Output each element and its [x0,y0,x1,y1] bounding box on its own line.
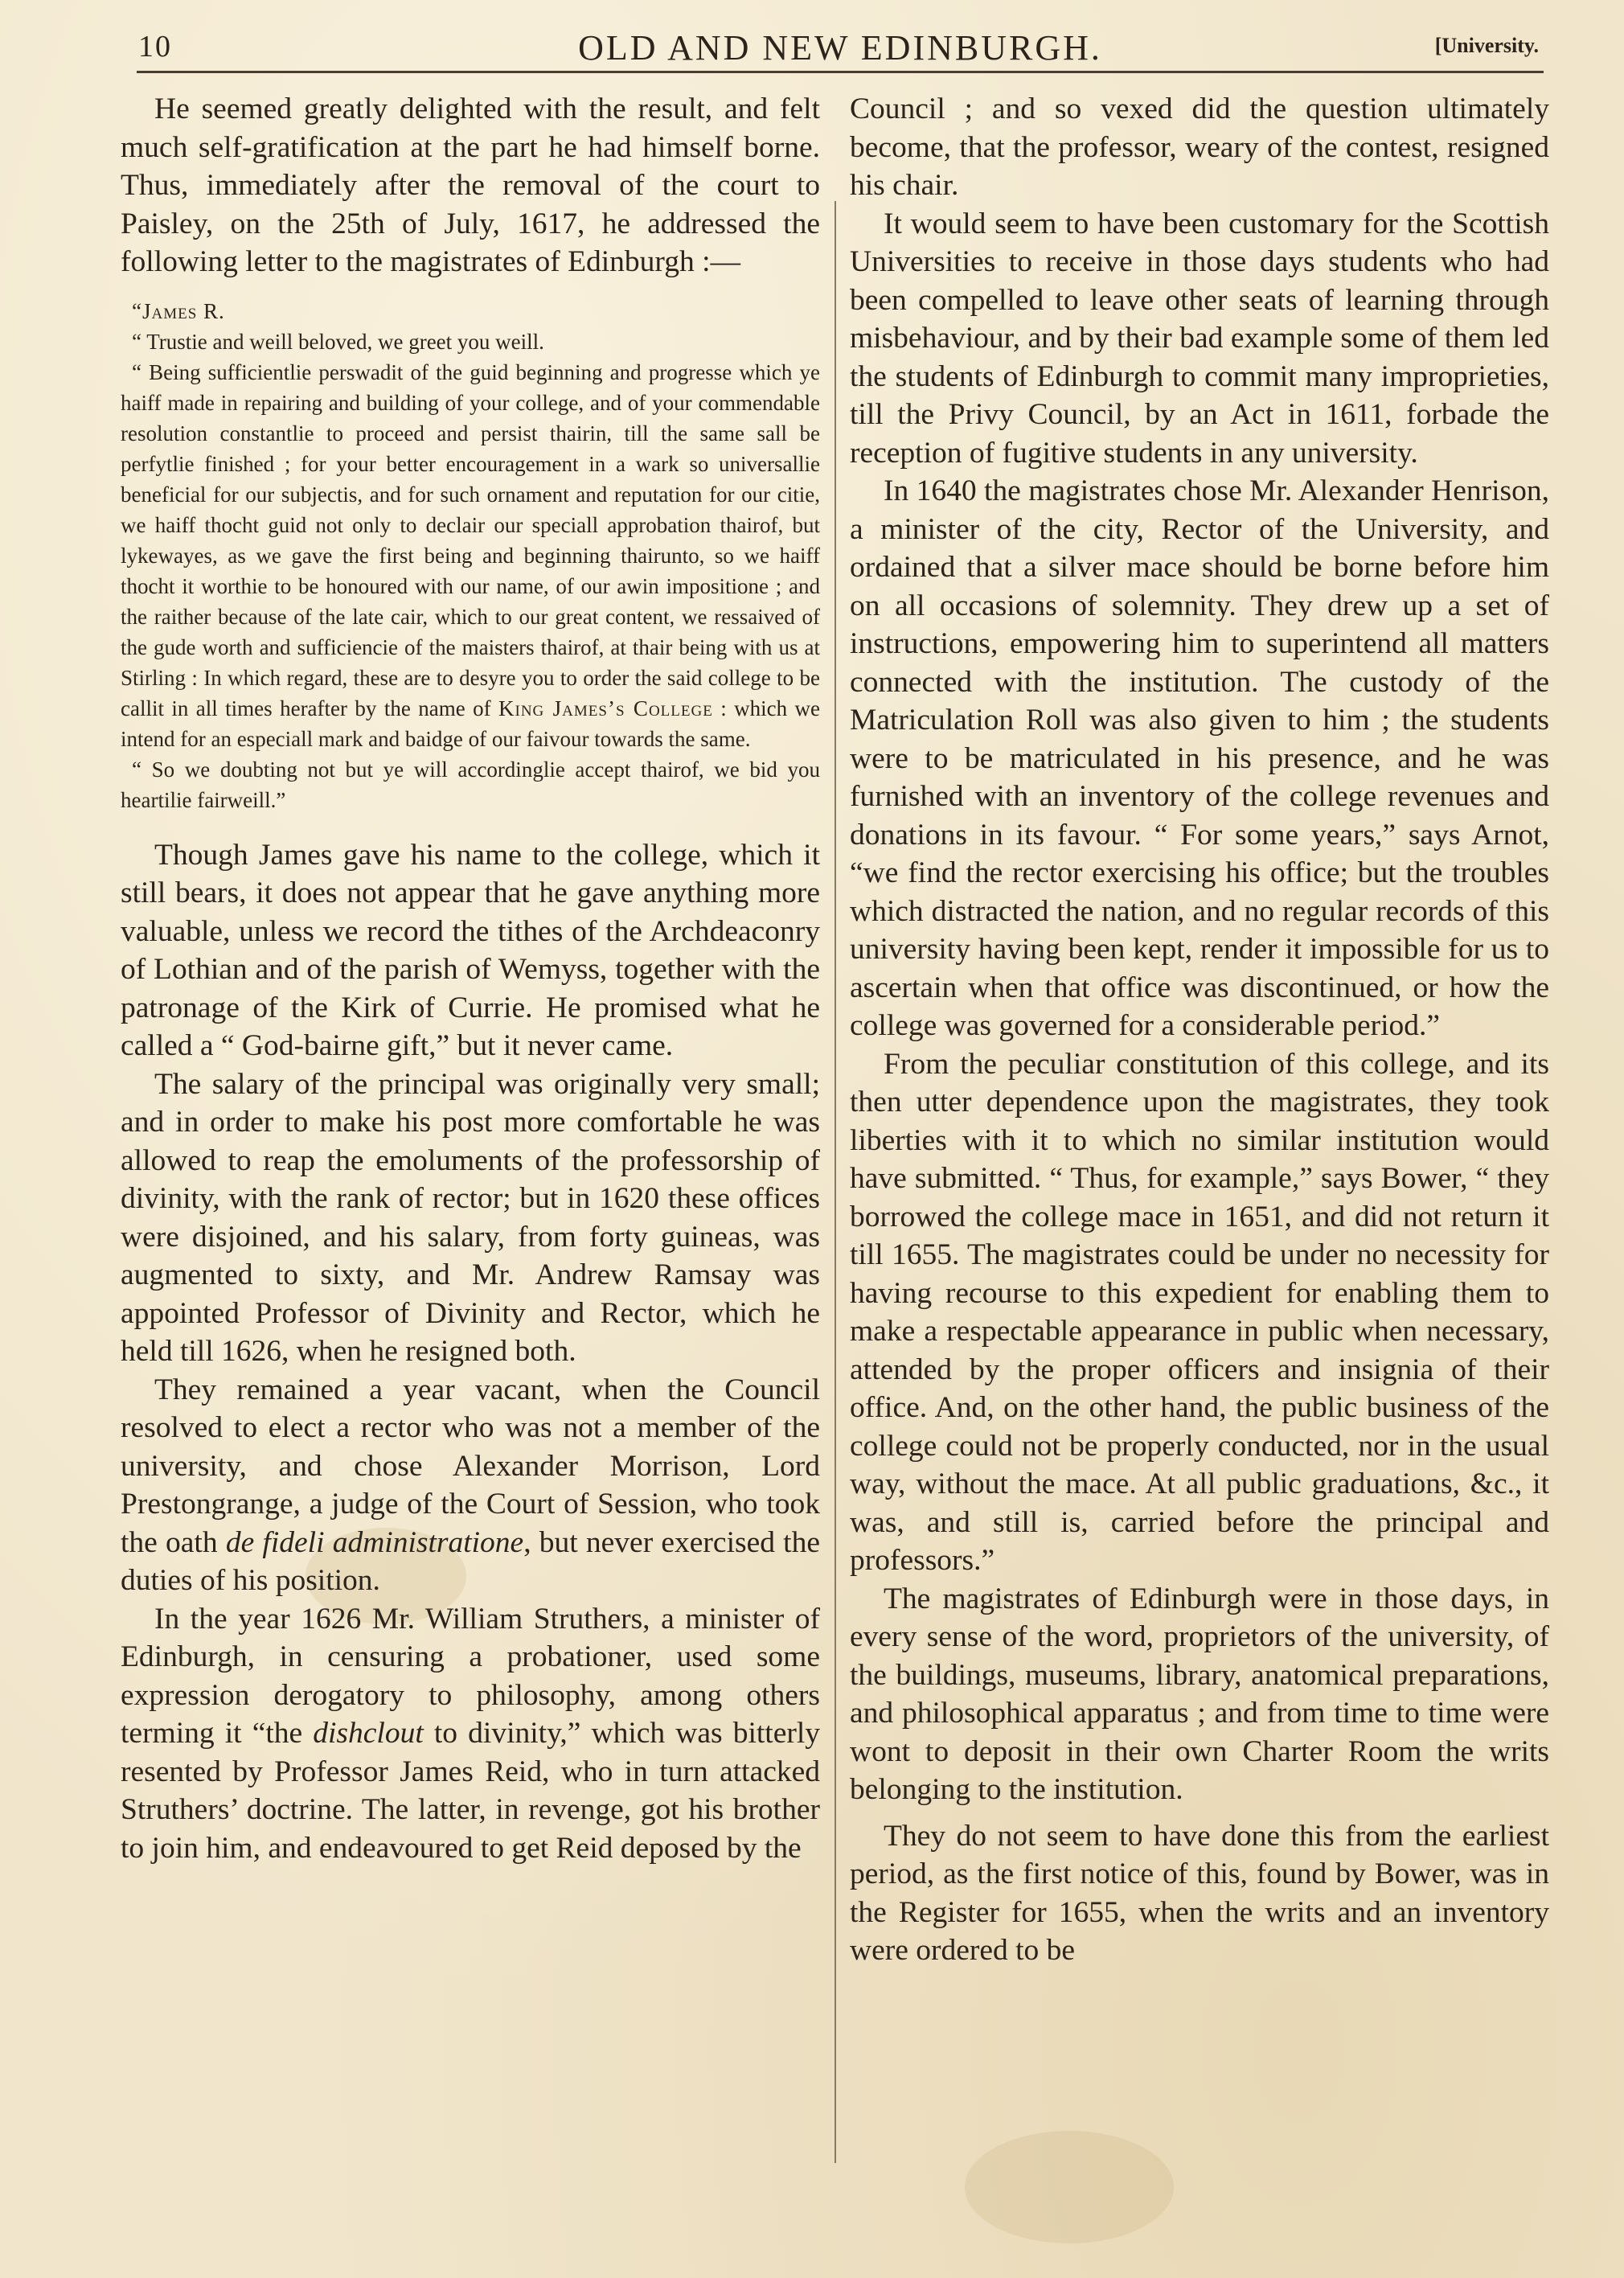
paragraph-text: In the year 1626 Mr. William Struthers, a minister of Edinburgh, in censuring a probationer, used some expression derogatory to philosophy, among others terming it “the [121,1602,820,1750]
paragraph-text: They remained a year vacant, when the Council resolved to elect a rector who was not a member of the university, and chose Alexander Morrison, Lord Prestongrange, a judge of the Court of Session, who took the oath [121,1373,820,1559]
paragraph: The magistrates of Edinburgh were in those days, in every sense of the word, proprietors of the university, of the buildings, museums, library, anatomical preparations, and philosophical apparatus ; and from time to time were wont to deposit in their own Charter Room the writs belonging to the institution. [850,1582,1549,1806]
letter-closing: “ So we doubting not but ye will accordinglie accept thairof, we bid you heartilie fairweill.” [121,757,820,812]
paragraph-text: to divinity,” which was bitterly resented by Professor James Reid, who in turn attacked Struthers’ doctrine. The latter, in revenge, got his brother to join him, and endeavoured to get Reid deposed by the [121,1717,821,1865]
paragraph: Council ; and so vexed did the question ultimately become, that the professor, weary of the contest, resigned his chair. [850,92,1549,202]
quoted-letter [121,296,820,815]
letter-salutation [121,296,820,326]
section-tag: [University. [1434,34,1539,57]
paragraph: In 1640 the magistrates chose Mr. Alexander Henrison, a minister of the city, Rector of the University, and ordained that a silver mace should be borne before him on all occasions of solemnity. They drew up a set of instructions, empowering him to superintend all matters connected with the institution. The custody of the Matriculation Roll was also given to him ; the students were to be matriculated in his presence, and he was furnished with an inventory of the college revenues and donations in its favour. “ For some years,” says Arnot, “we find the rector exercising his office; but the troubles which distracted the nation, and no regular records of this university having been kept, render it impossible for us to ascertain when that office was discontinued, or how the college was governed for a considerable period.” [850,474,1549,1042]
paragraph: He seemed greatly delighted with the result, and felt much self-gratification at the part he had himself borne. Thus, immediately after the removal of the court to Paisley, on the 25th of July, 1617, he addressed the following letter to the magistrates of Edinburgh :— [121,92,820,278]
letter-body [121,357,820,754]
paragraph: They do not seem to have done this from the earliest period, as the first notice of this, found by Bower, was in the Register for 1655, when the writs and an inventory were ordered to be [850,1819,1549,1967]
page-header [137,23,1544,73]
italic-word: dishclout [313,1717,424,1750]
letter-body-text: “ Being sufficientlie perswadit of the guid beginning and progresse which ye haiff made in repairing and building of your college, and of your commendable resolution constantlie to proceed and persist thairin, till the same sall be perfytlie finished ; for your better encouragement in a wark so universallie beneficial for our subjectis, and for such ornament and reputation for our citie, we haiff thocht guid not only to declair our speciall approbation thairof, but lykewayes, as we gave the first being and beginning thairunto, so we haiff thocht it worthie to be honoured with our name, of our awin impositione ; and the raither because of the late cair, which to our great content, we ressaived of the gude worth and sufficiencie of the maisters thairof, at thair being with us at Stirling : In which regard, these are to desyre you to order the said college to be callit in all times herafter by the name of [121,359,820,720]
page-number: 10 [138,30,172,64]
paragraph: The salary of the principal was originally very small; and in order to make his post more comfortable he was allowed to reap the emoluments of the professorship of divinity, with the rank of rector; but in 1620 these offices were disjoined, and his salary, from forty guineas, was augmented to sixty, and Mr. Andrew Ramsay was appointed Professor of Divinity and Rector, which he held till 1626, when he resigned both. [121,1067,820,1368]
paragraph [121,1600,820,1868]
paragraph: It would seem to have been customary for the Scottish Universities to receive in those days students who had been compelled to leave other seats of learning through misbehaviour, and by their bad example some of them led the students of Edinburgh to commit many improprieties, till the Privy Council, by an Act in 1611, forbade the reception of fugitive students in any university. [850,207,1549,470]
letter-greeting: “ Trustie and weill beloved, we greet you weill. [132,329,544,354]
left-column [121,90,820,1867]
paragraph: From the peculiar constitution of this college, and its then utter dependence upon the magistrates, they took liberties with it to which no similar institution would have submitted. “ Thus, for example,” says Bower, “ they borrowed the college mace in 1651, and did not return it till 1655. The magistrates could be under no necessity for having recourse to this expedient for enabling them to make a respectable appearance in public when necessary, attended by the proper officers and insignia of their office. And, on the other hand, the public business of the college could not be properly conducted, nor in the usual way, without the mace. At all public graduations, &c., it was, and still is, carried before the principal and professors.” [850,1047,1549,1577]
college-name: King James’s College [498,696,713,720]
letter-salutation-text: “James R. [132,298,225,323]
latin-phrase: de fideli administratione [225,1525,524,1559]
letter-body-text: : which we intend for an especiall mark and baidge of our faivour towards the same. [121,696,820,751]
paragraph: Though James gave his name to the college, which it still bears, it does not appear that he gave anything more valuable, unless we record the tithes of the Archdeaconry of Lothian and of the parish of Wemyss, together with the patronage of the Kirk of Currie. He promised what he called a “ God-bairne gift,” but it never came. [121,838,820,1062]
paper-stain [965,2131,1174,2243]
right-column [850,90,1549,1970]
paragraph-text: , but never exercised the duties of his position. [121,1525,820,1597]
running-title: OLD AND NEW EDINBURGH. [578,28,1102,68]
column-divider [835,201,836,2163]
paragraph [121,1371,820,1600]
